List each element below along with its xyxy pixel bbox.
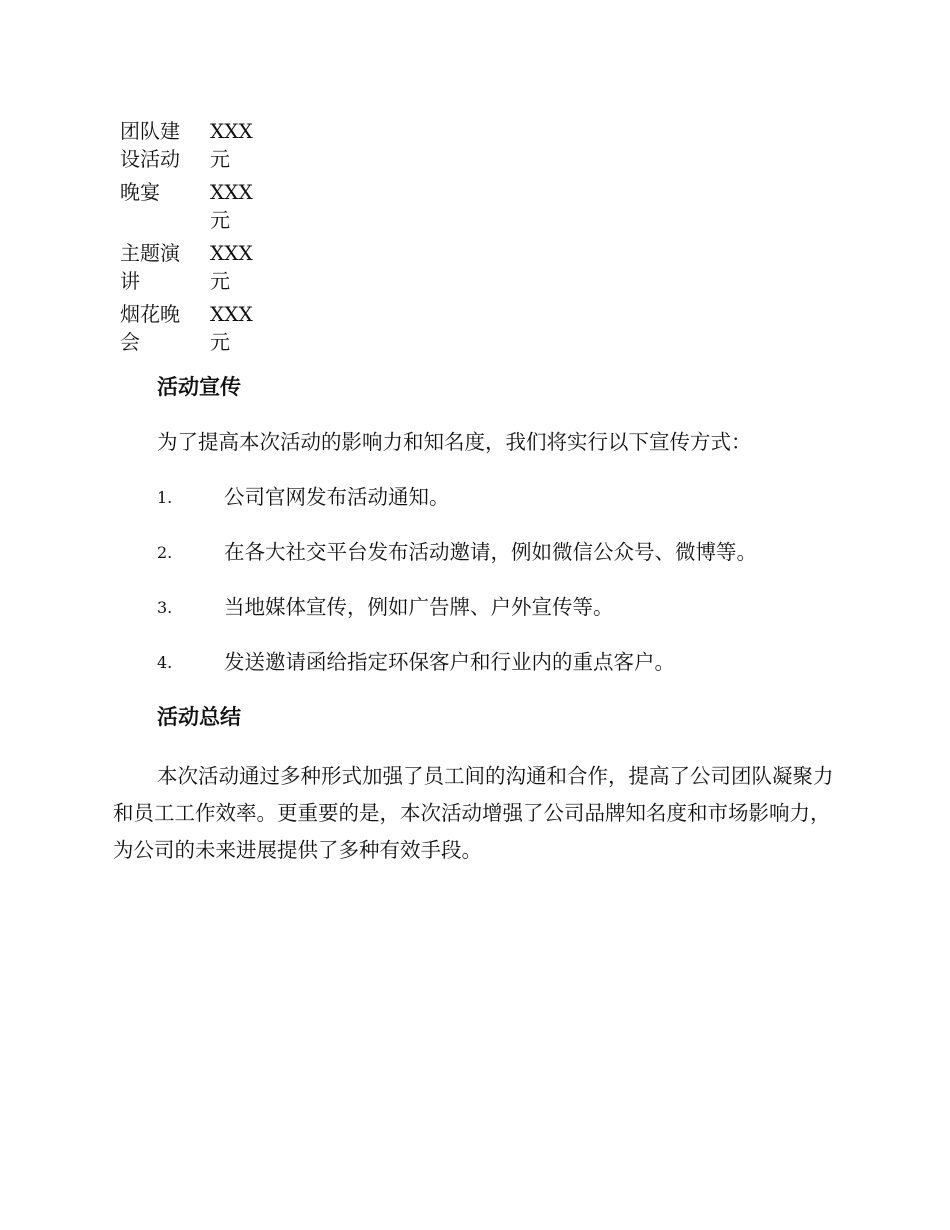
cost-item: 团队建设活动	[120, 119, 180, 171]
list-text: 当地媒体宣传，例如广告牌、户外宣传等。	[224, 595, 614, 619]
cost-amount: XXX元	[210, 241, 253, 293]
cost-amount: XXX元	[210, 180, 253, 232]
cost-item: 晚宴	[120, 180, 160, 204]
list-number: 4.	[157, 653, 173, 672]
list-number: 1.	[157, 488, 173, 507]
list-number: 3.	[157, 598, 173, 617]
cost-item: 主题演讲	[120, 241, 180, 293]
summary-paragraph: 本次活动通过多种形式加强了员工间的沟通和合作，提高了公司团队凝聚力和员工工作效率。更重要的是，本次活动增强了公司品牌知名度和市场影响力，为公司的未来进展提供了多种有效手段。	[113, 764, 834, 862]
summary-heading: 活动总结	[157, 705, 241, 729]
list-number: 2.	[157, 543, 173, 562]
cost-item: 烟花晚会	[120, 302, 180, 354]
table-row	[120, 300, 260, 361]
list-text: 发送邀请函给指定环保客户和行业内的重点客户。	[224, 650, 675, 674]
promotion-heading: 活动宣传	[157, 375, 241, 399]
cost-amount: XXX元	[210, 302, 253, 354]
promotion-intro: 为了提高本次活动的影响力和知名度，我们将实行以下宣传方式：	[157, 430, 752, 454]
table-row	[120, 239, 260, 300]
cost-table	[120, 117, 260, 361]
table-row	[120, 117, 260, 178]
list-text: 公司官网发布活动通知。	[224, 485, 450, 509]
list-text: 在各大社交平台发布活动邀请，例如微信公众号、微博等。	[224, 540, 757, 564]
table-row	[120, 178, 260, 239]
cost-amount: XXX元	[210, 119, 253, 171]
